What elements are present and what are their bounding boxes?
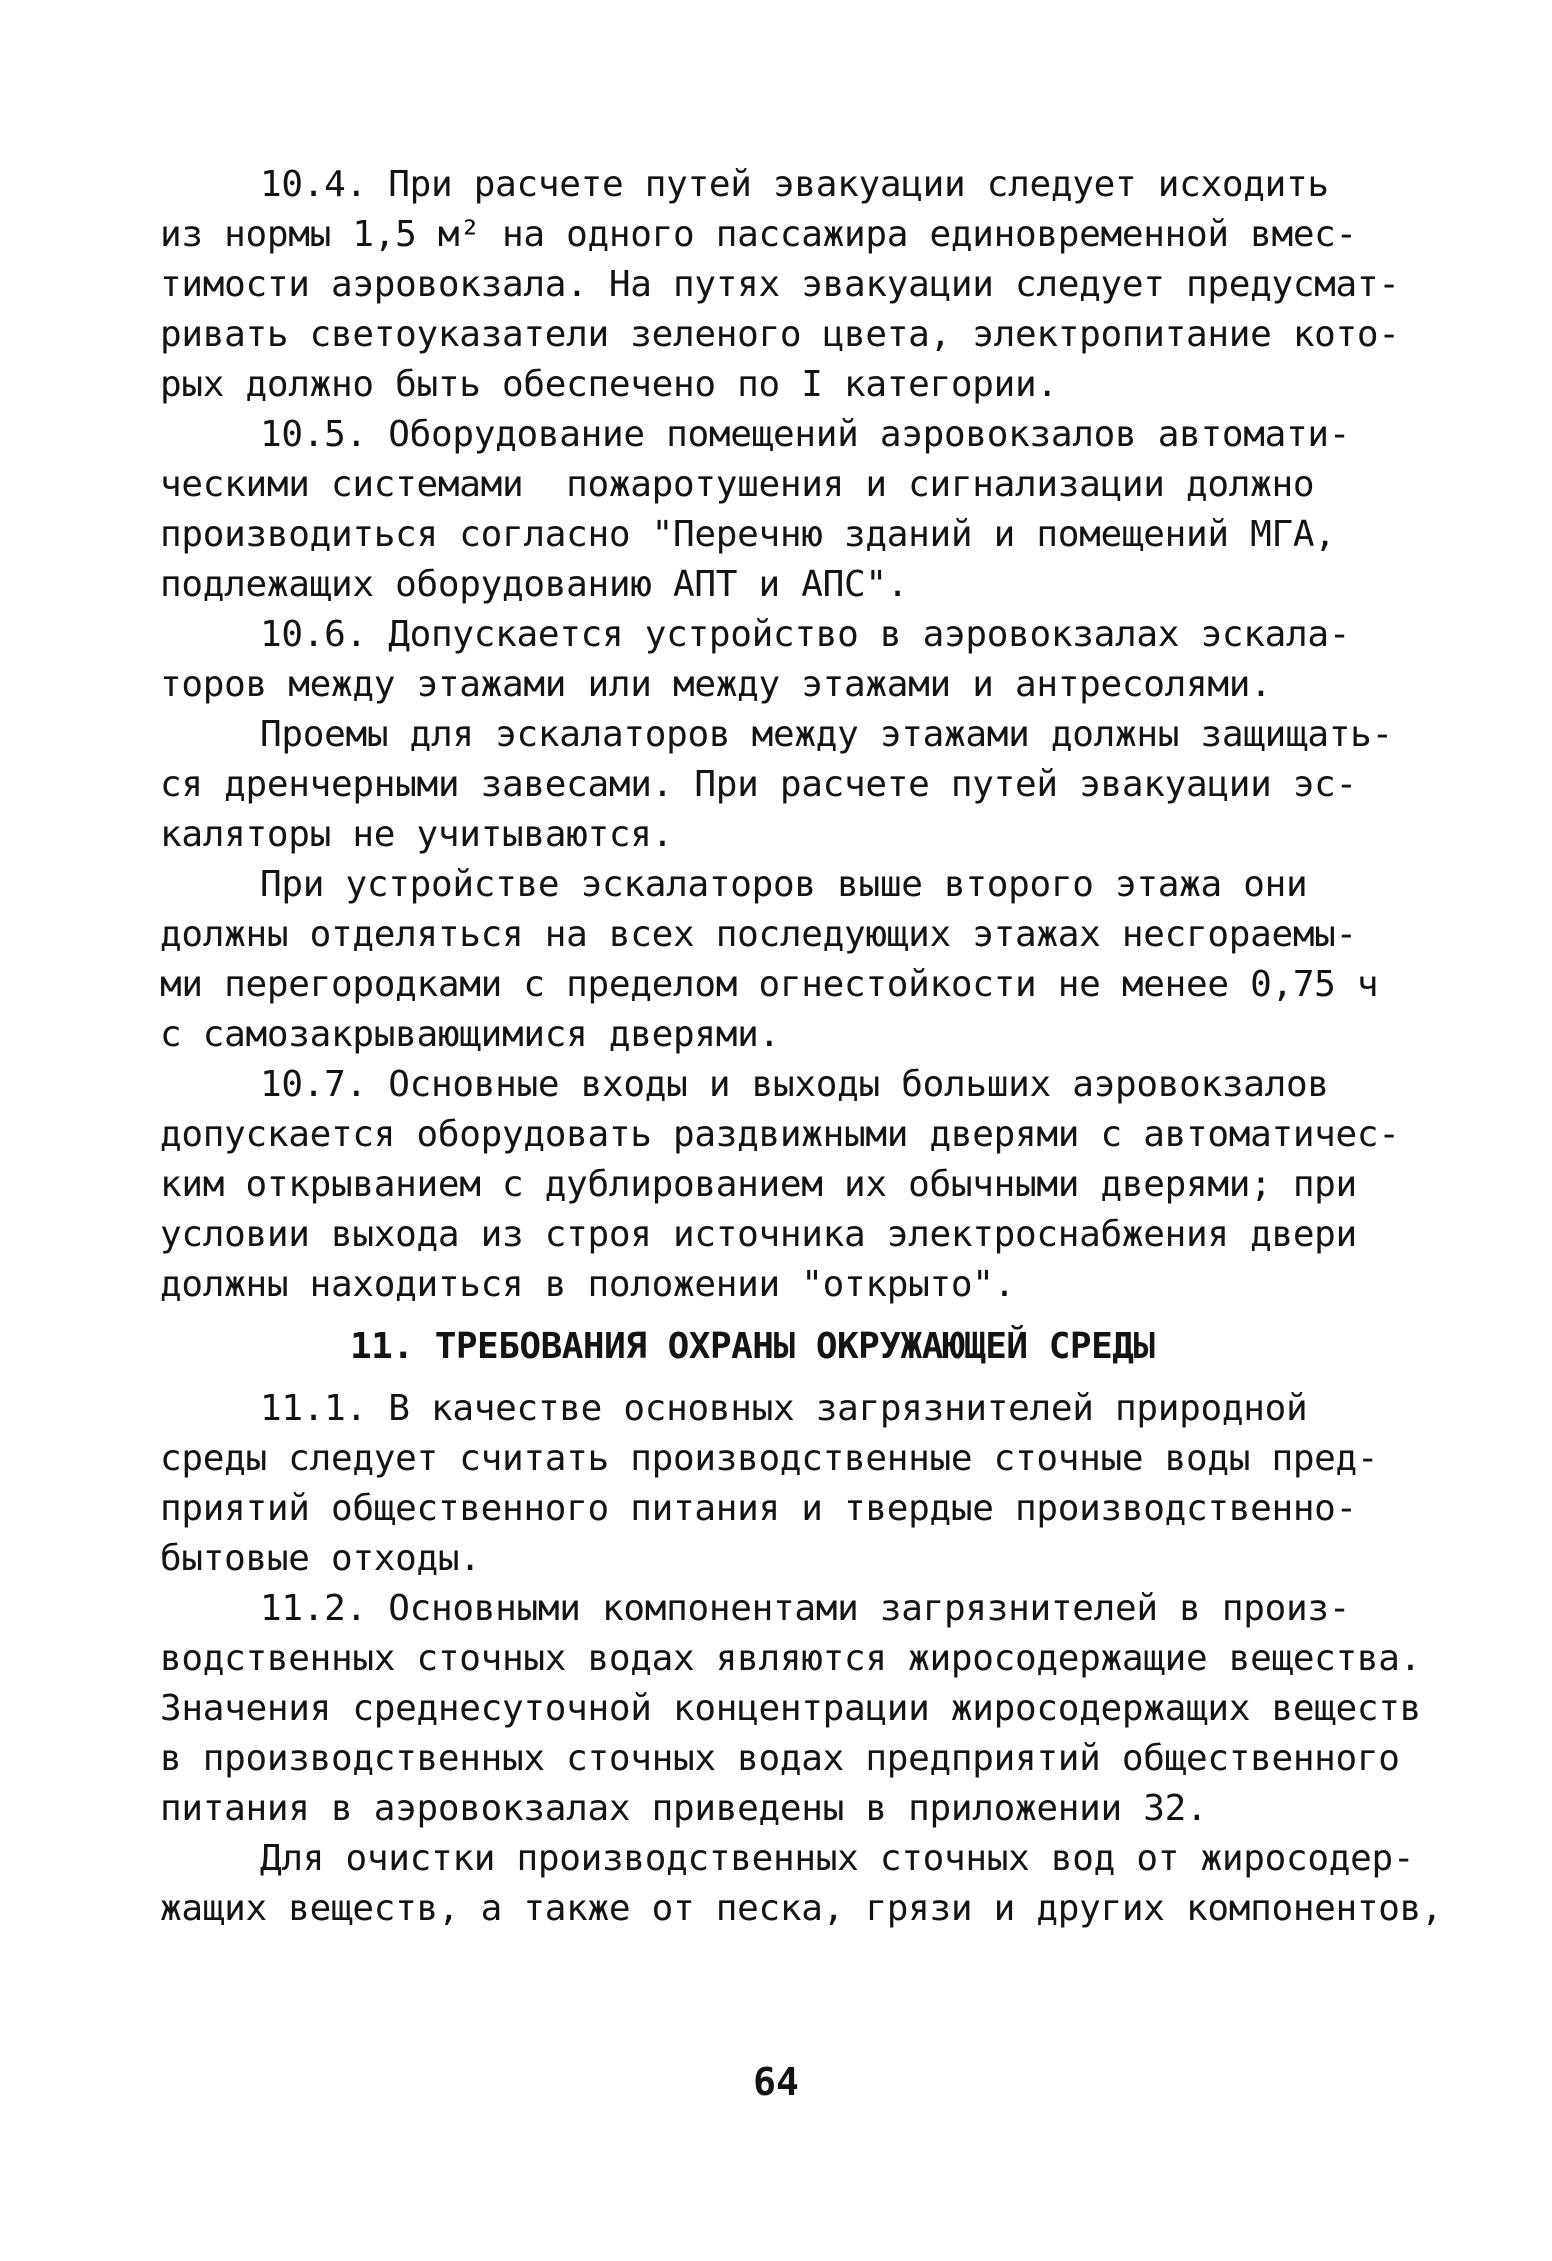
text-line: 10.4. При расчете путей эвакуации следует исходить (260, 164, 1329, 205)
text-line: 10.5. Оборудование помещений аэровокзалов автомати- (260, 414, 1351, 455)
text-line: с самозакрывающимися дверями. (160, 1014, 780, 1055)
text-line: допускается оборудовать раздвижными дверями с автоматичес- (160, 1114, 1400, 1155)
text-line: торов между этажами или между этажами и антресолями. (160, 664, 1272, 705)
text-line: 10.7. Основные входы и выходы больших аэровокзалов (260, 1064, 1329, 1105)
text-line: условии выхода из строя источника электроснабжения двери (160, 1214, 1357, 1255)
text-line: из нормы 1,5 м² на одного пассажира единовременной вмес- (160, 214, 1357, 255)
text-line: ким открыванием с дублированием их обычными дверями; при (160, 1164, 1357, 1205)
text-line: водственных сточных водах являются жиросодержащие вещества. (160, 1638, 1422, 1679)
paragraph-10-6 (160, 610, 1420, 710)
text-line: подлежащих оборудованию АПТ и АПС". (160, 564, 909, 605)
text-line: производиться согласно "Перечню зданий и помещений МГА, (160, 514, 1336, 555)
text-line: должны отделяться на всех последующих этажах несгораемы- (160, 914, 1357, 955)
text-line: ческими системами пожаротушения и сигнализации должно (160, 464, 1315, 505)
paragraph-10-6-upper-floors (160, 860, 1420, 1060)
body-text (160, 160, 1443, 1934)
text-line: в производственных сточных водах предприятий общественного (160, 1738, 1400, 1779)
text-line: 10.6. Допускается устройство в аэровокзалах эскала- (260, 614, 1351, 655)
text-line: 11.2. Основными компонентами загрязнителей в произ- (260, 1588, 1351, 1629)
text-line: Для очистки производственных сточных вод от жиросодер- (260, 1838, 1415, 1879)
text-line: ся дренчерными завесами. При расчете путей эвакуации эс- (160, 764, 1357, 805)
paragraph-11-2-cleaning (160, 1834, 1443, 1934)
text-line: 11.1. В качестве основных загрязнителей природной (260, 1388, 1308, 1429)
text-line: Значения среднесуточной концентрации жиросодержащих веществ (160, 1688, 1422, 1729)
paragraph-10-7 (160, 1060, 1420, 1310)
text-line: бытовые отходы. (160, 1538, 481, 1579)
text-line: При устройстве эскалаторов выше второго этажа они (260, 864, 1308, 905)
text-line: рых должно быть обеспечено по I категории. (160, 364, 1058, 405)
text-line: ми перегородками с пределом огнестойкости не менее 0,75 ч (160, 964, 1379, 1005)
paragraph-10-6-openings (160, 710, 1420, 860)
text-line: каляторы не учитываются. (160, 814, 673, 855)
text-line: жащих веществ, а также от песка, грязи и других компонентов, (160, 1888, 1443, 1929)
text-line: должны находиться в положении "открыто". (160, 1264, 1015, 1305)
text-line: ривать светоуказатели зеленого цвета, электропитание кото- (160, 314, 1400, 355)
text-line: питания в аэровокзалах приведены в приложении 32. (160, 1788, 1208, 1829)
text-line: Проемы для эскалаторов между этажами должны защищать- (260, 714, 1393, 755)
paragraph-10-4 (160, 160, 1420, 410)
section-heading: 11. ТРЕБОВАНИЯ ОХРАНЫ ОКРУЖАЮЩЕЙ СРЕДЫ (350, 1326, 1155, 1367)
text-line: среды следует считать производственные сточные воды пред- (160, 1438, 1379, 1479)
paragraph-11-1 (160, 1384, 1420, 1584)
paragraph-11-2 (160, 1584, 1420, 1834)
paragraph-10-5 (160, 410, 1420, 610)
text-line: приятий общественного питания и твердые производственно- (160, 1488, 1357, 1529)
page-number: 64 (753, 2060, 799, 2104)
text-line: тимости аэровокзала. На путях эвакуации следует предусмат- (160, 264, 1400, 305)
